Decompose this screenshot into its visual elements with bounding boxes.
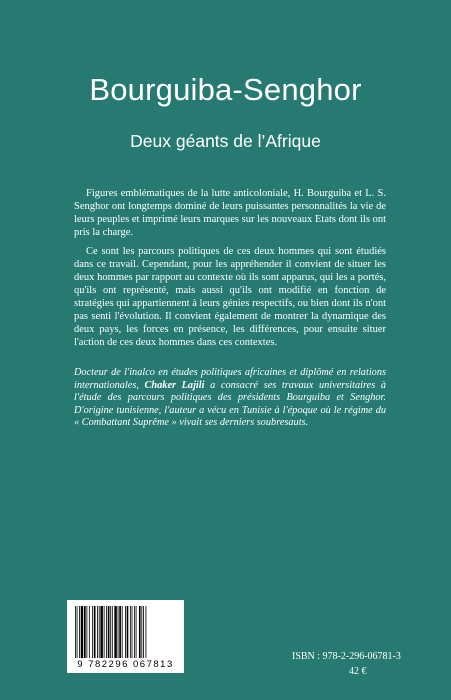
barcode-bar <box>112 606 113 658</box>
author-bio-intro: Docteur de l'inalco en études politiques africaines et diplômé en relations internationales, <box>74 367 386 391</box>
barcode <box>67 600 184 673</box>
barcode-bar <box>125 606 126 658</box>
barcode-bar <box>81 606 83 658</box>
isbn: ISBN : 978-2-296-06781-3 <box>292 651 401 662</box>
barcode-bar <box>110 606 111 658</box>
barcode-bar <box>99 606 100 658</box>
description-paragraph-2: Ce sont les parcours politiques de ces deux hommes qui sont étudiés dans ce travail. Cependant, pour les appréhender il convient de situer les deux hommes par rapport au contexte où ils sont apparus, qui les a portés, qu'ils ont représenté, mais aussi qu'ils ont modifié en fonction de stratégies qui appartiennent à leurs génies respectifs, ou bien dont ils n'ont pas senti l'évolution. Il convient également de montrer la dynamique des deux pays, les forces en présence, les différences, pour ensuite situer l'action de ces deux hommes dans ces contextes. <box>74 246 386 348</box>
book-title: Bourguiba-Senghor <box>89 72 362 107</box>
barcode-bar <box>84 606 86 658</box>
barcode-bar <box>79 606 80 658</box>
barcode-bar <box>86 606 87 658</box>
barcode-bar <box>146 606 147 658</box>
barcode-bar <box>130 606 131 658</box>
barcode-bar <box>75 606 76 658</box>
book-description <box>74 187 386 349</box>
author-name: Chaker Lajili <box>144 379 205 391</box>
barcode-bar <box>92 606 93 658</box>
barcode-bar <box>118 606 119 658</box>
barcode-bar <box>127 606 129 658</box>
barcode-bar <box>114 606 116 658</box>
book-subtitle: Deux géants de l’Afrique <box>130 131 321 151</box>
barcode-bar <box>143 606 144 658</box>
barcode-bar <box>132 606 133 658</box>
barcode-bar <box>100 606 102 658</box>
author-bio-rest: a consacré ses travaux universitaires à l'étude des parcours politiques des présidents Bourguiba et Senghor. D'origine tunisienne, l'auteur a vécu en Tunisie à l'époque où le régime du « Combattant Suprême » vivait ses derniers soubresauts. <box>74 379 386 428</box>
price: 42 € <box>349 666 367 677</box>
barcode-bar <box>106 606 107 658</box>
barcode-bar <box>77 606 78 658</box>
description-paragraph-1: Figures emblématiques de la lutte anticoloniale, H. Bourguiba et L. S. Senghor ont longtemps dominé de leurs puissantes personnalités la vie de leurs peuples et imprimé leurs marques sur les nouveaux Etats dont ils ont pris la charge. <box>74 188 386 238</box>
barcode-bar <box>134 606 135 658</box>
barcode-bar <box>139 606 141 658</box>
barcode-bars-icon <box>75 606 176 658</box>
barcode-bar <box>89 606 90 658</box>
barcode-bar <box>141 606 142 658</box>
barcode-bar <box>108 606 110 658</box>
barcode-bar <box>136 606 137 658</box>
barcode-bar <box>119 606 121 658</box>
author-bio <box>74 367 386 430</box>
barcode-bar <box>97 606 98 658</box>
barcode-bar <box>122 606 123 658</box>
barcode-bar <box>104 606 105 658</box>
barcode-bar <box>94 606 96 658</box>
barcode-digits: 9 782296 067813 <box>77 659 174 670</box>
